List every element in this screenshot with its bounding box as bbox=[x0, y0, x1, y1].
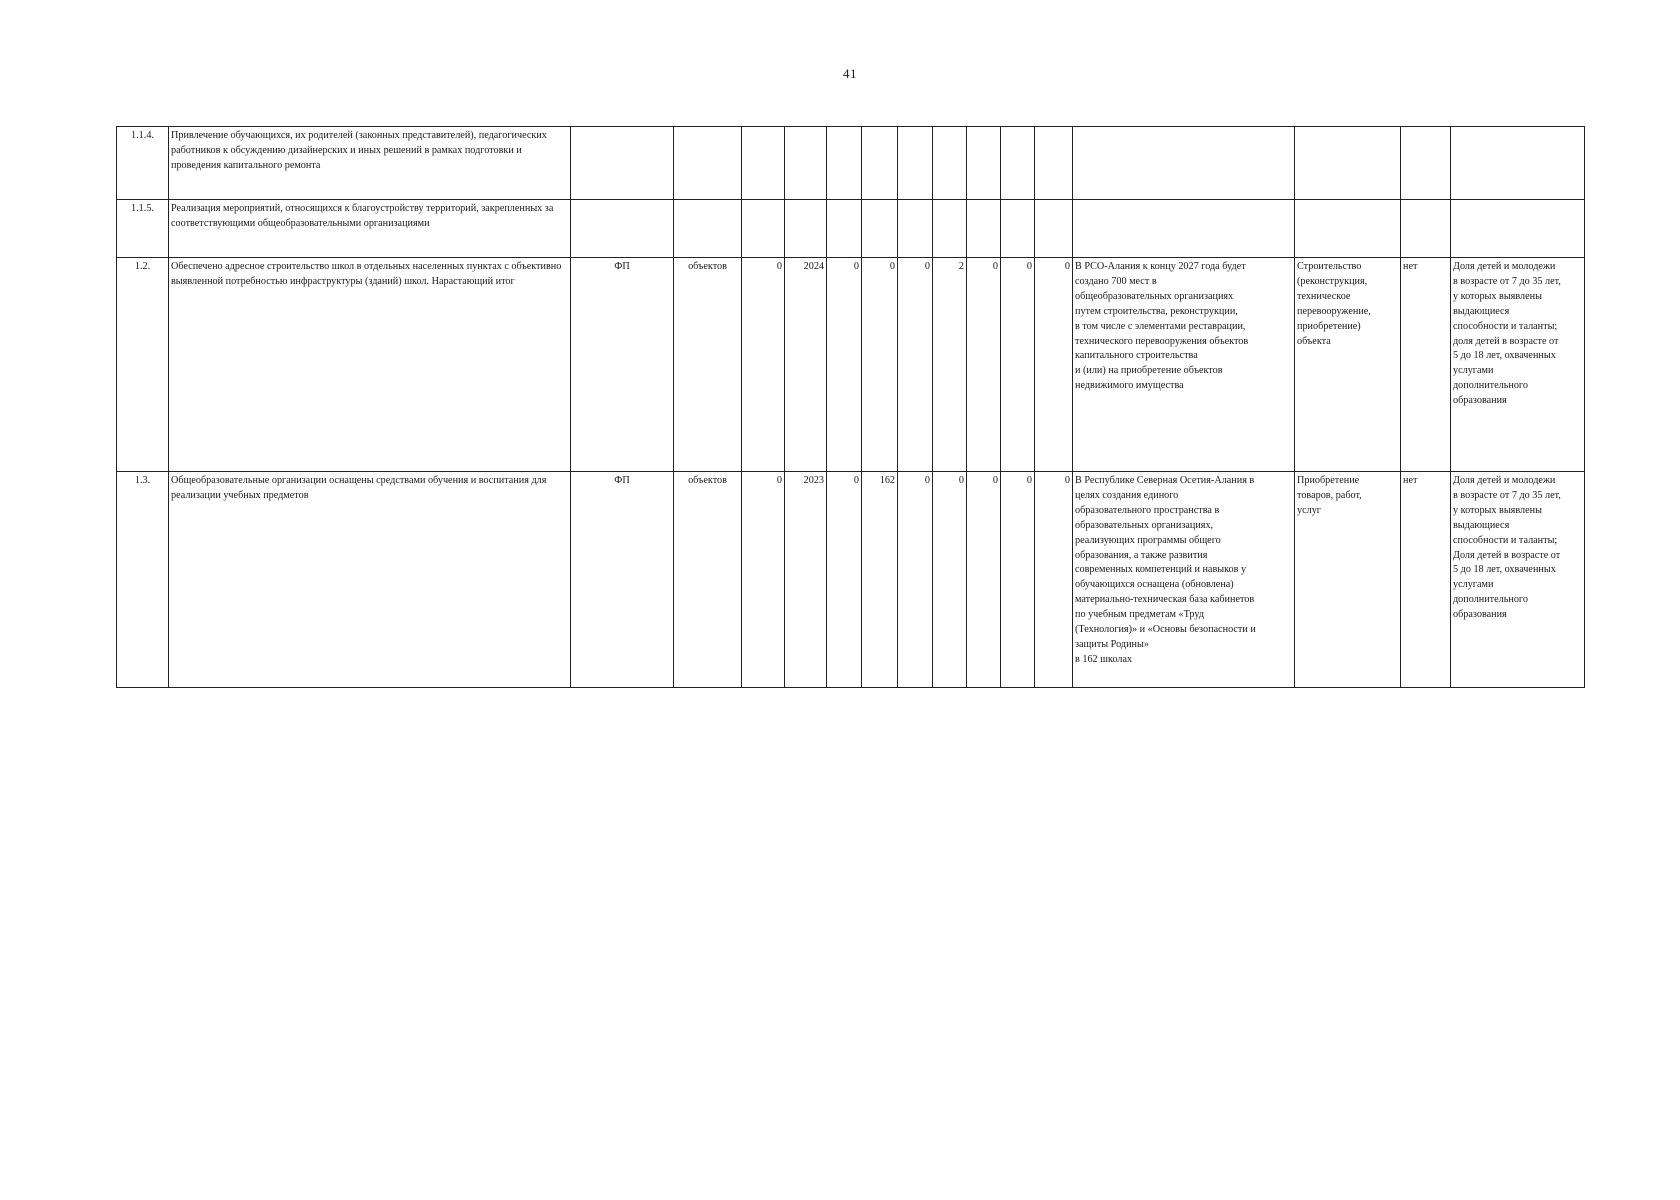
table-cell-connection: нет bbox=[1401, 258, 1451, 472]
table-cell-connection bbox=[1401, 200, 1451, 258]
table-cell-value-3 bbox=[898, 127, 933, 200]
table-cell-number: 1.2. bbox=[117, 258, 169, 472]
table-cell-value-1: 0 bbox=[827, 472, 862, 688]
table-cell-base-year: 2024 bbox=[785, 258, 827, 472]
table-cell-number: 1.1.4. bbox=[117, 127, 169, 200]
table-cell-value-2 bbox=[862, 127, 898, 200]
table-cell-value-2 bbox=[862, 200, 898, 258]
table-cell-result-description bbox=[1073, 127, 1295, 200]
table-cell-number: 1.1.5. bbox=[117, 200, 169, 258]
table-cell-base-value bbox=[742, 200, 785, 258]
table-cell-value-1 bbox=[827, 200, 862, 258]
table-cell-base-value: 0 bbox=[742, 258, 785, 472]
table-cell-value-7 bbox=[1035, 127, 1073, 200]
table-cell-value-4 bbox=[933, 200, 967, 258]
table-cell-number: 1.3. bbox=[117, 472, 169, 688]
measures-table bbox=[116, 126, 1585, 688]
table-cell-name: Реализация мероприятий, относящихся к благоустройству территорий, закрепленных за соответствующими общеобразовательными организациями bbox=[169, 200, 571, 258]
table-cell-value-4: 0 bbox=[933, 472, 967, 688]
table-cell-name: Привлечение обучающихся, их родителей (законных представителей), педагогических работников к обсуждению дизайнерских и иных решений в рамках подготовки и проведения капитального ремонта bbox=[169, 127, 571, 200]
page-number: 41 bbox=[843, 66, 857, 81]
table-cell-value-7: 0 bbox=[1035, 258, 1073, 472]
table-cell-project-type bbox=[571, 200, 674, 258]
table-cell-project-type: ФП bbox=[571, 472, 674, 688]
table-row bbox=[117, 472, 1585, 688]
table-cell-value-5: 0 bbox=[967, 258, 1001, 472]
table-cell-unit: объектов bbox=[674, 472, 742, 688]
table-cell-connection bbox=[1401, 127, 1451, 200]
table-cell-value-2: 0 bbox=[862, 258, 898, 472]
table-cell-name: Обеспечено адресное строительство школ в отдельных населенных пунктах с объективно выявленной потребностью инфраструктуры (зданий) школ. Нарастающий итог bbox=[169, 258, 571, 472]
table-cell-value-3 bbox=[898, 200, 933, 258]
table-cell-base-year: 2023 bbox=[785, 472, 827, 688]
table-cell-connection: нет bbox=[1401, 472, 1451, 688]
table-cell-base-value: 0 bbox=[742, 472, 785, 688]
table-cell-value-6 bbox=[1001, 127, 1035, 200]
table-cell-value-3: 0 bbox=[898, 258, 933, 472]
table-row bbox=[117, 258, 1585, 472]
table-cell-indicator: Доля детей и молодежи в возрасте от 7 до 35 лет, у которых выявлены выдающиеся способности и таланты; Доля детей в возрасте от 5 до 18 лет, охваченных услугами дополнительного образования bbox=[1451, 472, 1585, 688]
table-cell-project-type: ФП bbox=[571, 258, 674, 472]
table-cell-base-year bbox=[785, 127, 827, 200]
table-cell-project-type bbox=[571, 127, 674, 200]
table-cell-value-6: 0 bbox=[1001, 472, 1035, 688]
table-cell-value-5: 0 bbox=[967, 472, 1001, 688]
table-cell-value-1: 0 bbox=[827, 258, 862, 472]
table-cell-result-description: В Республике Северная Осетия-Алания в целях создания единого образовательного пространства в образовательных организациях, реализующих программы общего образования, а также развития современных компетенций и навыков у обучающихся оснащена (обновлена) материально-техническая база кабинетов по учебным предметам «Труд (Технология)» и «Основы безопасности и защиты Родины» в 162 школах bbox=[1073, 472, 1295, 688]
table-cell-value-2: 162 bbox=[862, 472, 898, 688]
table-cell-activity-type: Приобретение товаров, работ, услуг bbox=[1295, 472, 1401, 688]
table-cell-value-7 bbox=[1035, 200, 1073, 258]
table-cell-unit bbox=[674, 200, 742, 258]
table-cell-value-4: 2 bbox=[933, 258, 967, 472]
table-cell-result-description bbox=[1073, 200, 1295, 258]
table-cell-unit bbox=[674, 127, 742, 200]
table-cell-base-year bbox=[785, 200, 827, 258]
table-row bbox=[117, 200, 1585, 258]
table-cell-value-3: 0 bbox=[898, 472, 933, 688]
table-cell-unit: объектов bbox=[674, 258, 742, 472]
table-cell-indicator: Доля детей и молодежи в возрасте от 7 до 35 лет, у которых выявлены выдающиеся способности и таланты; доля детей в возрасте от 5 до 18 лет, охваченных услугами дополнительного образования bbox=[1451, 258, 1585, 472]
table-cell-activity-type: Строительство (реконструкция, техническое перевооружение, приобретение) объекта bbox=[1295, 258, 1401, 472]
table-cell-value-6: 0 bbox=[1001, 258, 1035, 472]
table-cell-value-1 bbox=[827, 127, 862, 200]
table-cell-value-7: 0 bbox=[1035, 472, 1073, 688]
table-cell-value-5 bbox=[967, 127, 1001, 200]
table-cell-name: Общеобразовательные организации оснащены средствами обучения и воспитания для реализации учебных предметов bbox=[169, 472, 571, 688]
table-cell-value-5 bbox=[967, 200, 1001, 258]
table-cell-value-4 bbox=[933, 127, 967, 200]
table-cell-base-value bbox=[742, 127, 785, 200]
table-cell-indicator bbox=[1451, 127, 1585, 200]
table-cell-indicator bbox=[1451, 200, 1585, 258]
table-cell-activity-type bbox=[1295, 200, 1401, 258]
table-cell-value-6 bbox=[1001, 200, 1035, 258]
table-row bbox=[117, 127, 1585, 200]
table-cell-result-description: В РСО-Алания к концу 2027 года будет создано 700 мест в общеобразовательных организациях путем строительства, реконструкции, в том числе с элементами реставрации, технического перевооружения объектов капитального строительства и (или) на приобретение объектов недвижимого имущества bbox=[1073, 258, 1295, 472]
table-cell-activity-type bbox=[1295, 127, 1401, 200]
